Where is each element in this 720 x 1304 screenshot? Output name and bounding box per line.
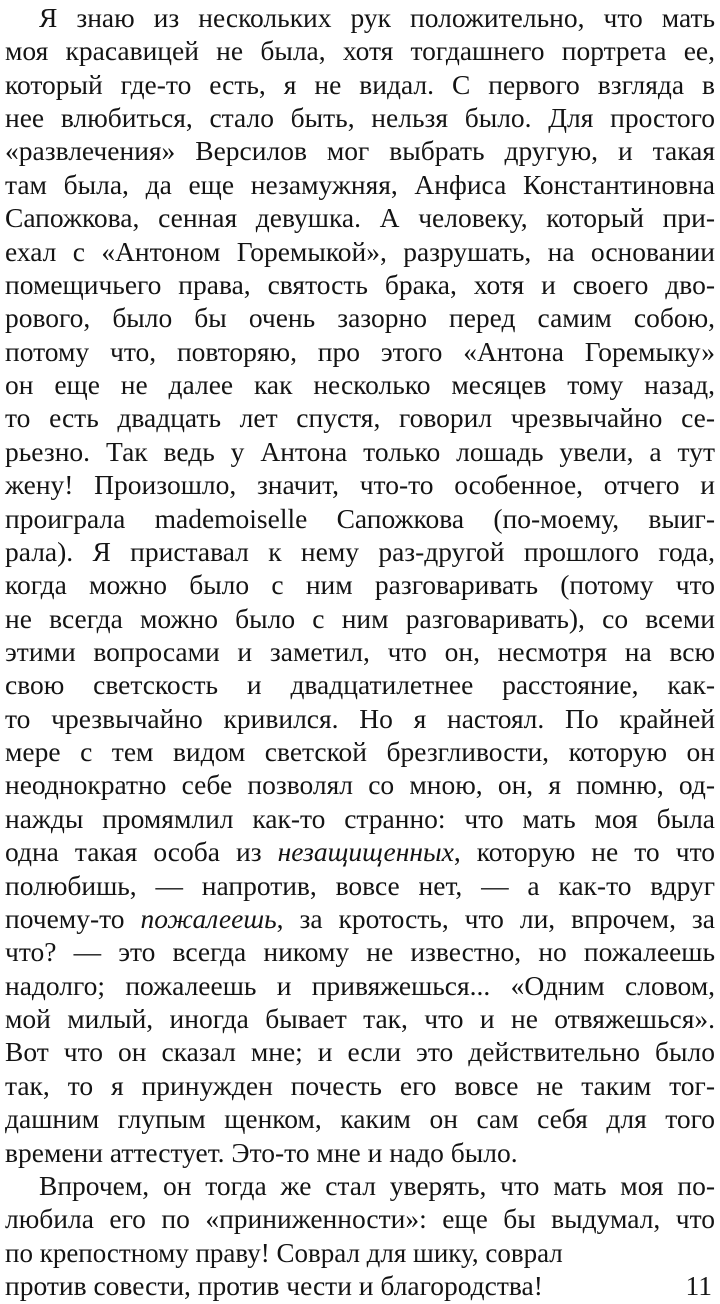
text-line: рового, было бы очень зазорно перед самим собою,: [5, 302, 715, 333]
text-line: нее влюбиться, стало быть, нельзя было. Для простого: [5, 102, 715, 133]
text-line: ехал с «Антоном Горемыкой», разрушать, на основании: [5, 236, 715, 267]
text-line: против совести, против чести и благородства!: [5, 1270, 543, 1301]
text-line: так, то я принужден почесть его вовсе не таким тог-: [5, 1070, 715, 1101]
text-line: дашним глупым щенком, каким он сам себя для того: [5, 1103, 715, 1134]
text-line: мой милый, иногда бывает так, что и не отвяжешься».: [5, 1003, 715, 1034]
italic-emphasis: пожалеешь: [140, 903, 277, 934]
text-line: моя красавицей не была, хотя тогдашнего портрета ее,: [5, 35, 715, 66]
text-line: любила его по «приниженности»: еще бы выдумал, что: [5, 1203, 715, 1234]
text-line: полюбишь, — напротив, вовсе нет, — а как-то вдруг: [5, 870, 715, 901]
text-line: жену! Произошло, значит, что-то особенное, отчего и: [5, 469, 715, 500]
text-line: потому что, повторяю, про этого «Антона Горемыку»: [5, 336, 715, 367]
page-number: 11: [685, 1270, 712, 1301]
text-line: «развлечения» Версилов мог выбрать другую, и такая: [5, 135, 715, 166]
text-line: Сапожкова, сенная девушка. А человеку, который при-: [5, 202, 715, 233]
text-line: не всегда можно было с ним разговаривать), со всеми: [5, 603, 715, 634]
text-line: свою светскость и двадцатилетнее расстояние, как-: [5, 669, 715, 700]
text-line: рьезно. Так ведь у Антона только лошадь увели, а тут: [5, 436, 715, 467]
text-line: мере с тем видом светской брезгливости, которую он: [5, 736, 715, 767]
text-line: времени аттестует. Это-то мне и надо было.: [5, 1137, 518, 1168]
text-line: Вот что он сказал мне; и если это действительно было: [5, 1036, 715, 1067]
text-line: одна такая особа из незащищенных, которую не то что: [5, 836, 715, 867]
text-line: Впрочем, он тогда же стал уверять, что мать моя по-: [39, 1170, 715, 1201]
text-line: проиграла mademoiselle Сапожкова (по-моему, выиг-: [5, 503, 715, 534]
italic-emphasis: незащищенных: [277, 836, 454, 867]
text-line: то есть двадцать лет спустя, говорил чрезвычайно се-: [5, 402, 715, 433]
text-line: Я знаю из нескольких рук положительно, что мать: [39, 2, 715, 33]
text-line: там была, да еще незамужняя, Анфиса Константиновна: [5, 169, 715, 200]
text-line: надолго; пожалеешь и привяжешься... «Одним словом,: [5, 970, 715, 1001]
text-line: почему-то пожалеешь, за кротость, что ли, впрочем, за: [5, 903, 715, 934]
text-line: нажды промямлил как-то странно: что мать моя была: [5, 803, 715, 834]
text-line: рала). Я приставал к нему раз-другой прошлого года,: [5, 536, 715, 567]
text-line: что? — это всегда никому не известно, но пожалеешь: [5, 936, 715, 967]
text-line: по крепостному праву! Соврал для шику, соврал: [5, 1238, 563, 1268]
book-page: [5, 0, 715, 1304]
text-line: то чрезвычайно кривился. Но я настоял. По крайней: [5, 703, 715, 734]
text-line: помещичьего права, святость брака, хотя и своего дво-: [5, 269, 715, 300]
text-line: когда можно было с ним разговаривать (потому что: [5, 569, 715, 600]
text-line: этими вопросами и заметил, что он, несмотря на всю: [5, 636, 715, 667]
text-line: который где-то есть, я не видал. С первого взгляда в: [5, 69, 715, 100]
text-line: неоднократно себе позволял со мною, он, я помню, од-: [5, 769, 715, 800]
text-line: он еще не далее как несколько месяцев тому назад,: [5, 369, 715, 400]
